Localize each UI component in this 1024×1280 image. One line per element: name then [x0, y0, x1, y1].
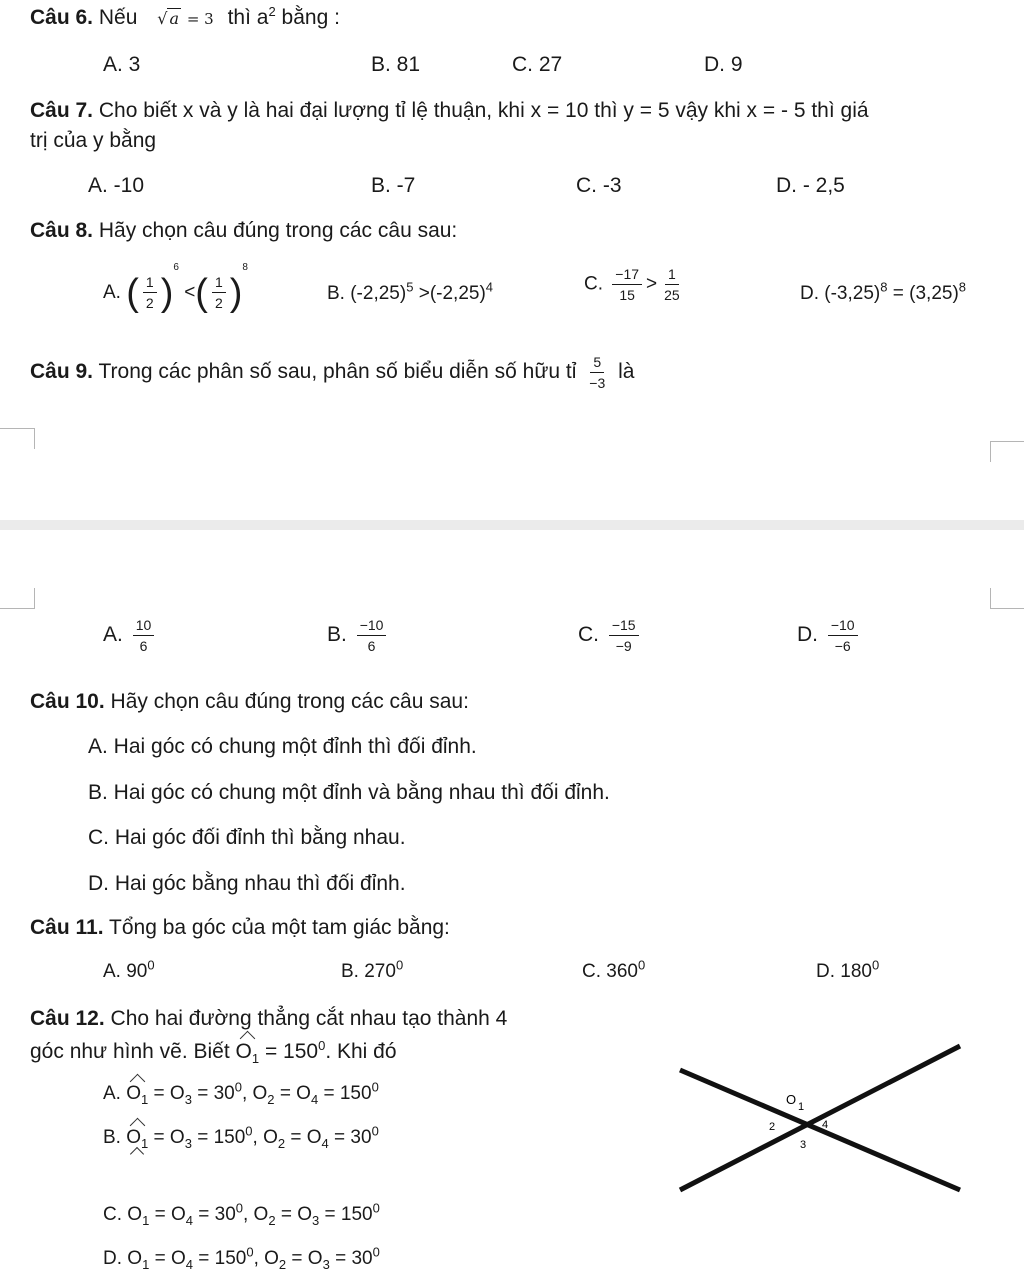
q12-d-p1: O [127, 1248, 143, 1269]
q8-c-label: C. [584, 273, 603, 295]
q9-text-after: là [618, 360, 635, 384]
q12-o-sub: 1 [251, 1051, 260, 1067]
q8-a-frac-2 [212, 274, 226, 311]
q12-a-label: A. [103, 1083, 121, 1104]
q12-b-p2: = O [153, 1127, 185, 1148]
q11-c-value: 360 [606, 961, 638, 982]
q11-text: Tổng ba góc của một tam giác bằng: [109, 916, 450, 939]
q7-line1: Cho biết x và y là hai đại lượng tỉ lệ thuận, khi x = 10 thì y = 5 vậy khi x = - 5 thì giá [98, 99, 869, 122]
q6-option-a: A. 3 [103, 53, 141, 76]
q8-a-paren-left-1: ( [126, 271, 139, 314]
q12-c-label: C. [103, 1204, 122, 1225]
page-corner-bottom-left [0, 588, 35, 609]
q8-d-rel: = (3,25) [892, 283, 959, 304]
q12-d-p5: = O [291, 1248, 323, 1269]
q7-line2: trị của y bằng [30, 129, 157, 152]
q11-d-sup: 0 [871, 957, 880, 973]
q12-option-c [103, 1200, 380, 1228]
q12-d-d1: 0 [246, 1244, 254, 1260]
q9-c-frac [609, 617, 639, 654]
q8-a-den-2: 2 [214, 295, 223, 312]
q9-frac-num: 5 [590, 354, 604, 373]
q12-c-p1: O [127, 1204, 143, 1225]
question-10 [30, 690, 469, 714]
q8-b-left: (-2,25) [350, 283, 407, 304]
q6-text-before: Nếu [98, 6, 138, 29]
q9-a-num: 10 [133, 617, 155, 636]
q12-c-p2: = O [154, 1204, 186, 1225]
q6-sqrt-rhs: = 3 [186, 10, 214, 28]
q12-d-p2: = O [154, 1248, 186, 1269]
q8-a-rel: < [184, 282, 196, 303]
q8-b-exp-1: 5 [406, 279, 414, 295]
q12-a-s2: 3 [184, 1091, 192, 1107]
page-break-divider [0, 520, 1024, 530]
q8-c-num-1: −17 [612, 266, 642, 285]
q12-fig-o: O [786, 1092, 797, 1107]
q12-a-p3: = 30 [197, 1083, 235, 1104]
q12-line2 [30, 1038, 397, 1067]
q12-b-s2: 3 [184, 1135, 192, 1151]
q12-b-s4: 4 [321, 1135, 329, 1151]
q12-eq: = 150 [264, 1040, 319, 1063]
q8-b-rel: >(-2,25) [418, 283, 486, 304]
q12-c-s1: 1 [142, 1212, 150, 1228]
q12-d-p4: , O [253, 1248, 279, 1269]
q11-option-b [341, 957, 404, 983]
q12-b-d2: 0 [371, 1123, 379, 1139]
q10-option-b: B. Hai góc có chung một đỉnh và bằng nhau thì đối đỉnh. [88, 781, 610, 804]
q10-label: Câu 10. [30, 690, 105, 713]
q11-d-label: D. [816, 961, 835, 982]
q11-a-sup: 0 [147, 957, 155, 973]
q8-option-c [584, 266, 687, 303]
q12-fig-2: 2 [769, 1121, 776, 1133]
q8-option-d [800, 279, 967, 305]
q12-o: O [235, 1040, 252, 1063]
q9-b-label: B. [327, 623, 347, 647]
q9-option-c [578, 617, 643, 654]
q6-text-mid: thì a [227, 6, 269, 29]
q8-a-den-1: 2 [145, 295, 154, 312]
q12-b-s3: 2 [277, 1135, 286, 1151]
q10-option-a: A. Hai góc có chung một đỉnh thì đối đỉnh. [88, 735, 477, 758]
q12-c-s4: 3 [312, 1212, 320, 1228]
q12-a-s1: 1 [141, 1091, 149, 1107]
q6-option-b: B. 81 [371, 53, 421, 76]
q8-c-num-2: 1 [665, 266, 679, 285]
q12-b-p3: = 150 [197, 1127, 246, 1148]
q7-option-b: B. -7 [371, 174, 416, 197]
q8-b-label: B. [327, 283, 345, 304]
q8-c-rel: > [646, 273, 658, 295]
q8-d-left: (-3,25) [824, 283, 881, 304]
question-7 [30, 99, 869, 123]
q12-b-label: B. [103, 1127, 121, 1148]
q9-option-b [327, 617, 390, 654]
q9-b-num: −10 [357, 617, 387, 636]
q12-b-p1: O [126, 1127, 142, 1148]
q10-text: Hãy chọn câu đúng trong các câu sau: [110, 690, 469, 713]
q12-c-p3: = 30 [198, 1204, 236, 1225]
q11-option-d [816, 957, 880, 983]
q12-b-d1: 0 [245, 1123, 253, 1139]
q8-label: Câu 8. [30, 219, 94, 242]
q8-option-b [327, 279, 494, 305]
q10-option-d: D. Hai góc bằng nhau thì đối đỉnh. [88, 872, 406, 895]
q11-b-sup: 0 [395, 957, 404, 973]
q8-c-den-2: 25 [664, 287, 680, 304]
q12-d-p6: = 30 [335, 1248, 373, 1269]
q8-c-den-1: 15 [619, 287, 635, 304]
q12-a-p1: O [126, 1083, 142, 1104]
q11-option-a [103, 957, 155, 983]
q12-d-s2: 4 [185, 1256, 193, 1272]
q12-c-d1: 0 [235, 1200, 243, 1216]
q12-line2-b: . Khi đó [325, 1040, 397, 1063]
q9-label: Câu 9. [30, 360, 94, 384]
q12-b-p4: , O [252, 1127, 278, 1148]
q8-a-exp-1: 6 [173, 262, 179, 273]
q11-a-label: A. [103, 961, 121, 982]
q11-option-c [582, 957, 646, 983]
q9-d-label: D. [797, 623, 818, 647]
q12-b-s1: 1 [141, 1135, 149, 1151]
q12-o1-angle [235, 1040, 260, 1067]
q12-c-d2: 0 [372, 1200, 380, 1216]
q8-text: Hãy chọn câu đúng trong các câu sau: [98, 219, 458, 242]
q8-a-num-2: 1 [212, 274, 226, 293]
q8-a-exp-2: 8 [242, 262, 248, 273]
q12-a-p4: , O [241, 1083, 268, 1104]
q7-label: Câu 7. [30, 99, 94, 122]
q12-fig-1: 1 [798, 1101, 805, 1113]
page-corner-top-left [0, 428, 35, 449]
q12-d-label: D. [103, 1248, 122, 1269]
q12-d-s3: 2 [278, 1256, 287, 1272]
q9-option-d [797, 617, 862, 654]
q9-b-frac [357, 617, 387, 654]
q6-sup: 2 [268, 4, 276, 19]
q12-line-2 [680, 1046, 960, 1190]
q9-c-label: C. [578, 623, 599, 647]
q12-option-b [103, 1123, 379, 1151]
q12-b-p5: = O [290, 1127, 322, 1148]
question-11 [30, 916, 450, 940]
q7-option-d: D. - 2,5 [776, 174, 845, 197]
q12-a-s4: 4 [310, 1091, 319, 1107]
q8-a-num-1: 1 [143, 274, 157, 293]
q7-option-c: C. -3 [576, 174, 622, 197]
q12-line1: Cho hai đường thẳng cắt nhau tạo thành 4 [110, 1007, 508, 1030]
q12-c-p4: , O [243, 1204, 269, 1225]
q12-b-p6: = 30 [334, 1127, 372, 1148]
q12-a-d1: 0 [234, 1079, 242, 1095]
q12-d-d2: 0 [372, 1244, 380, 1260]
question-6 [30, 6, 340, 30]
q12-line-1 [680, 1070, 960, 1190]
q11-label: Câu 11. [30, 916, 104, 939]
q8-a-paren-left-2: ( [195, 271, 208, 314]
q8-a-paren-right-1: ) [160, 271, 174, 314]
question-8 [30, 219, 457, 243]
q9-b-den: 6 [367, 638, 376, 655]
page-corner-top-right [990, 441, 1024, 462]
q8-b-exp-2: 4 [485, 279, 494, 295]
q12-a-s3: 2 [267, 1091, 275, 1107]
question-9 [30, 354, 634, 391]
q12-c-s3: 2 [268, 1212, 276, 1228]
q8-c-frac-1 [612, 266, 642, 303]
q11-b-value: 270 [364, 961, 396, 982]
page-corner-bottom-right [990, 588, 1024, 609]
q12-eq-sup: 0 [318, 1038, 326, 1053]
q9-d-frac [828, 617, 858, 654]
q11-c-label: C. [582, 961, 601, 982]
q6-option-d: D. 9 [704, 53, 743, 76]
q8-a-frac-1 [143, 274, 157, 311]
q6-text-after: bằng : [281, 6, 340, 29]
q9-d-den: −6 [834, 638, 851, 655]
q7-option-a: A. -10 [88, 174, 145, 197]
q6-sqrt-var: a [169, 9, 179, 28]
q12-a-p6: = 150 [323, 1083, 372, 1104]
q12-intersecting-lines-figure [670, 1040, 970, 1200]
question-12 [30, 1007, 507, 1031]
q12-d-p3: = 150 [198, 1248, 247, 1269]
q6-label: Câu 6. [30, 6, 94, 29]
q12-a-p2: = O [153, 1083, 185, 1104]
q12-option-d [103, 1244, 380, 1272]
q12-d-s1: 1 [142, 1256, 150, 1272]
q12-a-d2: 0 [371, 1079, 379, 1095]
q11-c-sup: 0 [637, 957, 646, 973]
q9-a-den: 6 [139, 638, 148, 655]
q9-option-a [103, 617, 158, 654]
q8-d-label: D. [800, 283, 819, 304]
q8-option-a [103, 262, 248, 314]
q9-a-label: A. [103, 623, 123, 647]
q8-a-paren-right-2: ) [229, 271, 243, 314]
q12-d-s4: 3 [322, 1256, 330, 1272]
q10-option-c: C. Hai góc đối đỉnh thì bằng nhau. [88, 826, 406, 849]
q12-fig-3: 3 [800, 1139, 807, 1151]
q11-d-value: 180 [840, 961, 872, 982]
q8-d-exp-2: 8 [958, 279, 967, 295]
q11-a-value: 90 [126, 961, 148, 982]
q9-c-num: −15 [609, 617, 639, 636]
q8-c-frac-2 [661, 266, 683, 303]
q9-fraction [586, 354, 608, 391]
q12-a-p5: = O [279, 1083, 311, 1104]
q6-sqrt: √ a [157, 9, 179, 28]
q9-text: Trong các phân số sau, phân số biểu diễn số hữu tỉ [98, 360, 577, 384]
q12-c-p5: = O [280, 1204, 313, 1225]
q11-b-label: B. [341, 961, 359, 982]
q12-line2-a: góc như hình vẽ. Biết [30, 1040, 230, 1063]
q12-fig-4: 4 [822, 1119, 829, 1131]
q9-c-den: −9 [615, 638, 632, 655]
q9-d-num: −10 [828, 617, 858, 636]
q12-c-s2: 4 [185, 1212, 193, 1228]
q9-frac-den: −3 [589, 375, 606, 392]
q12-label: Câu 12. [30, 1007, 105, 1030]
q12-option-a [103, 1079, 379, 1107]
q8-a-label: A. [103, 282, 121, 303]
q6-option-c: C. 27 [512, 53, 563, 76]
q8-d-exp-1: 8 [880, 279, 888, 295]
q12-c-p6: = 150 [324, 1204, 373, 1225]
q9-a-frac [133, 617, 155, 654]
